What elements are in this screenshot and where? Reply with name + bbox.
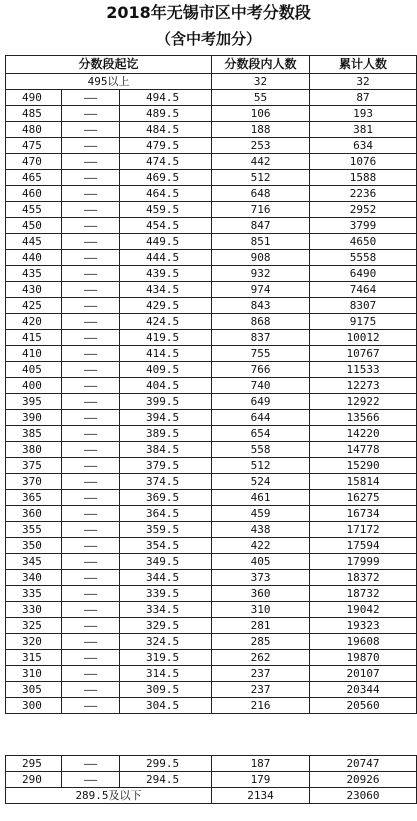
- dash: ——: [62, 138, 120, 154]
- score-low: 430: [6, 282, 62, 298]
- segment-count: 512: [212, 458, 310, 474]
- cumulative-count: 193: [310, 106, 417, 122]
- page-title: 2018年无锡市区中考分数段: [106, 3, 311, 22]
- cumulative-count: 2236: [310, 186, 417, 202]
- segment-count: 422: [212, 538, 310, 554]
- score-low: 300: [6, 698, 62, 714]
- score-low: 480: [6, 122, 62, 138]
- score-low: 450: [6, 218, 62, 234]
- cumulative-count: 12273: [310, 378, 417, 394]
- segment-count: 837: [212, 330, 310, 346]
- dash: ——: [62, 634, 120, 650]
- score-low: 295: [6, 756, 62, 772]
- score-low: 410: [6, 346, 62, 362]
- segment-count: 285: [212, 634, 310, 650]
- score-low: 425: [6, 298, 62, 314]
- cumulative-count: 20560: [310, 698, 417, 714]
- segment-count: 237: [212, 666, 310, 682]
- last-row: [6, 788, 417, 804]
- segment-count: 766: [212, 362, 310, 378]
- dash: ——: [62, 218, 120, 234]
- table-row: [6, 650, 417, 666]
- dash: ——: [62, 202, 120, 218]
- score-high: 359.5: [120, 522, 212, 538]
- cumulative-count: 15290: [310, 458, 417, 474]
- cumulative-count: 17594: [310, 538, 417, 554]
- score-high: 474.5: [120, 154, 212, 170]
- cumulative-count: 10012: [310, 330, 417, 346]
- cumulative-count: 15814: [310, 474, 417, 490]
- dash: ——: [62, 772, 120, 788]
- top-row-cumulative: 32: [310, 74, 417, 90]
- score-low: 460: [6, 186, 62, 202]
- segment-count: 216: [212, 698, 310, 714]
- cumulative-count: 87: [310, 90, 417, 106]
- table-row: [6, 426, 417, 442]
- table-row: [6, 250, 417, 266]
- score-low: 290: [6, 772, 62, 788]
- score-table-bottom: [5, 755, 417, 804]
- score-high: 399.5: [120, 394, 212, 410]
- table-row: [6, 138, 417, 154]
- score-low: 435: [6, 266, 62, 282]
- cumulative-count: 13566: [310, 410, 417, 426]
- score-low: 415: [6, 330, 62, 346]
- score-low: 330: [6, 602, 62, 618]
- dash: ——: [62, 90, 120, 106]
- table-row: [6, 442, 417, 458]
- score-high: 319.5: [120, 650, 212, 666]
- table-row: [6, 282, 417, 298]
- table-row: [6, 772, 417, 788]
- score-low: 365: [6, 490, 62, 506]
- segment-count: 512: [212, 170, 310, 186]
- score-high: 344.5: [120, 570, 212, 586]
- table-row: [6, 634, 417, 650]
- cumulative-count: 16275: [310, 490, 417, 506]
- segment-count: 438: [212, 522, 310, 538]
- score-low: 305: [6, 682, 62, 698]
- dash: ——: [62, 378, 120, 394]
- cumulative-count: 18372: [310, 570, 417, 586]
- dash: ——: [62, 570, 120, 586]
- segment-count: 649: [212, 394, 310, 410]
- score-high: 304.5: [120, 698, 212, 714]
- dash: ——: [62, 698, 120, 714]
- cumulative-count: 18732: [310, 586, 417, 602]
- segment-count: 55: [212, 90, 310, 106]
- score-low: 475: [6, 138, 62, 154]
- table-row: [6, 90, 417, 106]
- last-row-cumulative: 23060: [310, 788, 417, 804]
- score-high: 339.5: [120, 586, 212, 602]
- segment-count: 461: [212, 490, 310, 506]
- segment-count: 179: [212, 772, 310, 788]
- score-low: 455: [6, 202, 62, 218]
- score-high: 479.5: [120, 138, 212, 154]
- score-low: 360: [6, 506, 62, 522]
- segment-count: 716: [212, 202, 310, 218]
- table-row: [6, 570, 417, 586]
- score-low: 310: [6, 666, 62, 682]
- last-row-label: 289.5及以下: [6, 788, 212, 804]
- segment-count: 648: [212, 186, 310, 202]
- cumulative-count: 14220: [310, 426, 417, 442]
- dash: ——: [62, 330, 120, 346]
- dash: ——: [62, 282, 120, 298]
- dash: ——: [62, 666, 120, 682]
- table-row: [6, 458, 417, 474]
- cumulative-count: 16734: [310, 506, 417, 522]
- dash: ——: [62, 554, 120, 570]
- cumulative-count: 19870: [310, 650, 417, 666]
- segment-count: 974: [212, 282, 310, 298]
- segment-count: 237: [212, 682, 310, 698]
- header-in-segment: 分数段内人数: [212, 56, 310, 74]
- segment-count: 755: [212, 346, 310, 362]
- segment-count: 847: [212, 218, 310, 234]
- dash: ——: [62, 186, 120, 202]
- score-high: 449.5: [120, 234, 212, 250]
- score-low: 375: [6, 458, 62, 474]
- dash: ——: [62, 410, 120, 426]
- segment-count: 188: [212, 122, 310, 138]
- segment-count: 373: [212, 570, 310, 586]
- score-high: 324.5: [120, 634, 212, 650]
- dash: ——: [62, 170, 120, 186]
- segment-count: 843: [212, 298, 310, 314]
- segment-count: 524: [212, 474, 310, 490]
- cumulative-count: 7464: [310, 282, 417, 298]
- score-high: 334.5: [120, 602, 212, 618]
- segment-count: 851: [212, 234, 310, 250]
- cumulative-count: 20107: [310, 666, 417, 682]
- score-low: 440: [6, 250, 62, 266]
- score-high: 484.5: [120, 122, 212, 138]
- cumulative-count: 634: [310, 138, 417, 154]
- dash: ——: [62, 234, 120, 250]
- score-high: 394.5: [120, 410, 212, 426]
- table-row: [6, 218, 417, 234]
- table-row: [6, 394, 417, 410]
- dash: ——: [62, 266, 120, 282]
- score-low: 345: [6, 554, 62, 570]
- table-row: [6, 154, 417, 170]
- dash: ——: [62, 756, 120, 772]
- top-row: [6, 74, 417, 90]
- dash: ——: [62, 682, 120, 698]
- dash: ——: [62, 154, 120, 170]
- dash: ——: [62, 602, 120, 618]
- score-high: 454.5: [120, 218, 212, 234]
- score-high: 414.5: [120, 346, 212, 362]
- table-row: [6, 602, 417, 618]
- segment-count: 405: [212, 554, 310, 570]
- cumulative-count: 6490: [310, 266, 417, 282]
- table-row: [6, 346, 417, 362]
- segment-count: 558: [212, 442, 310, 458]
- score-high: 314.5: [120, 666, 212, 682]
- score-high: 489.5: [120, 106, 212, 122]
- table-row: [6, 362, 417, 378]
- cumulative-count: 20344: [310, 682, 417, 698]
- score-high: 424.5: [120, 314, 212, 330]
- score-high: 439.5: [120, 266, 212, 282]
- cumulative-count: 1076: [310, 154, 417, 170]
- score-high: 329.5: [120, 618, 212, 634]
- header-cumulative: 累计人数: [310, 56, 417, 74]
- segment-count: 740: [212, 378, 310, 394]
- dash: ——: [62, 618, 120, 634]
- segment-count: 654: [212, 426, 310, 442]
- score-low: 395: [6, 394, 62, 410]
- table-row: [6, 186, 417, 202]
- dash: ——: [62, 298, 120, 314]
- score-high: 369.5: [120, 490, 212, 506]
- score-low: 470: [6, 154, 62, 170]
- score-high: 429.5: [120, 298, 212, 314]
- score-high: 354.5: [120, 538, 212, 554]
- score-high: 374.5: [120, 474, 212, 490]
- dash: ——: [62, 474, 120, 490]
- table-row: [6, 106, 417, 122]
- dash: ——: [62, 442, 120, 458]
- segment-count: 644: [212, 410, 310, 426]
- score-high: 384.5: [120, 442, 212, 458]
- dash: ——: [62, 650, 120, 666]
- score-low: 465: [6, 170, 62, 186]
- cumulative-count: 19608: [310, 634, 417, 650]
- score-high: 309.5: [120, 682, 212, 698]
- score-high: 364.5: [120, 506, 212, 522]
- table-row: [6, 618, 417, 634]
- score-low: 340: [6, 570, 62, 586]
- score-low: 405: [6, 362, 62, 378]
- segment-count: 281: [212, 618, 310, 634]
- score-low: 490: [6, 90, 62, 106]
- table-row: [6, 698, 417, 714]
- table-row: [6, 314, 417, 330]
- score-high: 469.5: [120, 170, 212, 186]
- table-row: [6, 170, 417, 186]
- score-high: 379.5: [120, 458, 212, 474]
- dash: ——: [62, 394, 120, 410]
- top-row-count: 32: [212, 74, 310, 90]
- dash: ——: [62, 314, 120, 330]
- table-row: [6, 538, 417, 554]
- dash: ——: [62, 346, 120, 362]
- score-high: 434.5: [120, 282, 212, 298]
- dash: ——: [62, 522, 120, 538]
- score-table: [5, 55, 417, 714]
- score-low: 355: [6, 522, 62, 538]
- score-low: 445: [6, 234, 62, 250]
- dash: ——: [62, 122, 120, 138]
- dash: ——: [62, 458, 120, 474]
- cumulative-count: 17999: [310, 554, 417, 570]
- segment-count: 442: [212, 154, 310, 170]
- score-low: 390: [6, 410, 62, 426]
- score-low: 315: [6, 650, 62, 666]
- table-row: [6, 234, 417, 250]
- table-row: [6, 490, 417, 506]
- cumulative-count: 19042: [310, 602, 417, 618]
- dash: ——: [62, 362, 120, 378]
- dash: ——: [62, 586, 120, 602]
- cumulative-count: 20926: [310, 772, 417, 788]
- score-high: 294.5: [120, 772, 212, 788]
- table-row: [6, 666, 417, 682]
- cumulative-count: 381: [310, 122, 417, 138]
- score-low: 350: [6, 538, 62, 554]
- score-low: 380: [6, 442, 62, 458]
- segment-count: 932: [212, 266, 310, 282]
- table-row: [6, 378, 417, 394]
- table-row: [6, 202, 417, 218]
- table-row: [6, 756, 417, 772]
- table-row: [6, 474, 417, 490]
- segment-count: 253: [212, 138, 310, 154]
- segment-count: 310: [212, 602, 310, 618]
- cumulative-count: 1588: [310, 170, 417, 186]
- score-high: 494.5: [120, 90, 212, 106]
- dash: ——: [62, 506, 120, 522]
- segment-count: 106: [212, 106, 310, 122]
- table-row: [6, 682, 417, 698]
- table-row: [6, 266, 417, 282]
- score-low: 420: [6, 314, 62, 330]
- table-row: [6, 522, 417, 538]
- score-low: 385: [6, 426, 62, 442]
- cumulative-count: 2952: [310, 202, 417, 218]
- table-row: [6, 554, 417, 570]
- table-header-row: [6, 56, 417, 74]
- cumulative-count: 9175: [310, 314, 417, 330]
- table-row: [6, 330, 417, 346]
- table-row: [6, 298, 417, 314]
- segment-count: 262: [212, 650, 310, 666]
- score-high: 299.5: [120, 756, 212, 772]
- score-high: 464.5: [120, 186, 212, 202]
- dash: ——: [62, 490, 120, 506]
- score-high: 444.5: [120, 250, 212, 266]
- score-low: 370: [6, 474, 62, 490]
- header-range: 分数段起讫: [6, 56, 212, 74]
- dash: ——: [62, 426, 120, 442]
- dash: ——: [62, 250, 120, 266]
- table-row: [6, 410, 417, 426]
- segment-count: 187: [212, 756, 310, 772]
- score-high: 419.5: [120, 330, 212, 346]
- score-low: 335: [6, 586, 62, 602]
- score-high: 459.5: [120, 202, 212, 218]
- score-low: 485: [6, 106, 62, 122]
- score-high: 349.5: [120, 554, 212, 570]
- table-row: [6, 586, 417, 602]
- top-row-label: 495以上: [6, 74, 212, 90]
- segment-count: 908: [212, 250, 310, 266]
- table-row: [6, 122, 417, 138]
- dash: ——: [62, 538, 120, 554]
- cumulative-count: 20747: [310, 756, 417, 772]
- score-low: 320: [6, 634, 62, 650]
- table-row: [6, 506, 417, 522]
- cumulative-count: 14778: [310, 442, 417, 458]
- score-low: 325: [6, 618, 62, 634]
- page-subtitle: （含中考加分）: [155, 30, 261, 48]
- cumulative-count: 3799: [310, 218, 417, 234]
- segment-count: 360: [212, 586, 310, 602]
- segment-count: 868: [212, 314, 310, 330]
- score-low: 400: [6, 378, 62, 394]
- cumulative-count: 17172: [310, 522, 417, 538]
- cumulative-count: 12922: [310, 394, 417, 410]
- cumulative-count: 4650: [310, 234, 417, 250]
- cumulative-count: 5558: [310, 250, 417, 266]
- dash: ——: [62, 106, 120, 122]
- score-high: 404.5: [120, 378, 212, 394]
- cumulative-count: 11533: [310, 362, 417, 378]
- segment-count: 459: [212, 506, 310, 522]
- cumulative-count: 19323: [310, 618, 417, 634]
- last-row-count: 2134: [212, 788, 310, 804]
- score-high: 389.5: [120, 426, 212, 442]
- score-high: 409.5: [120, 362, 212, 378]
- cumulative-count: 8307: [310, 298, 417, 314]
- cumulative-count: 10767: [310, 346, 417, 362]
